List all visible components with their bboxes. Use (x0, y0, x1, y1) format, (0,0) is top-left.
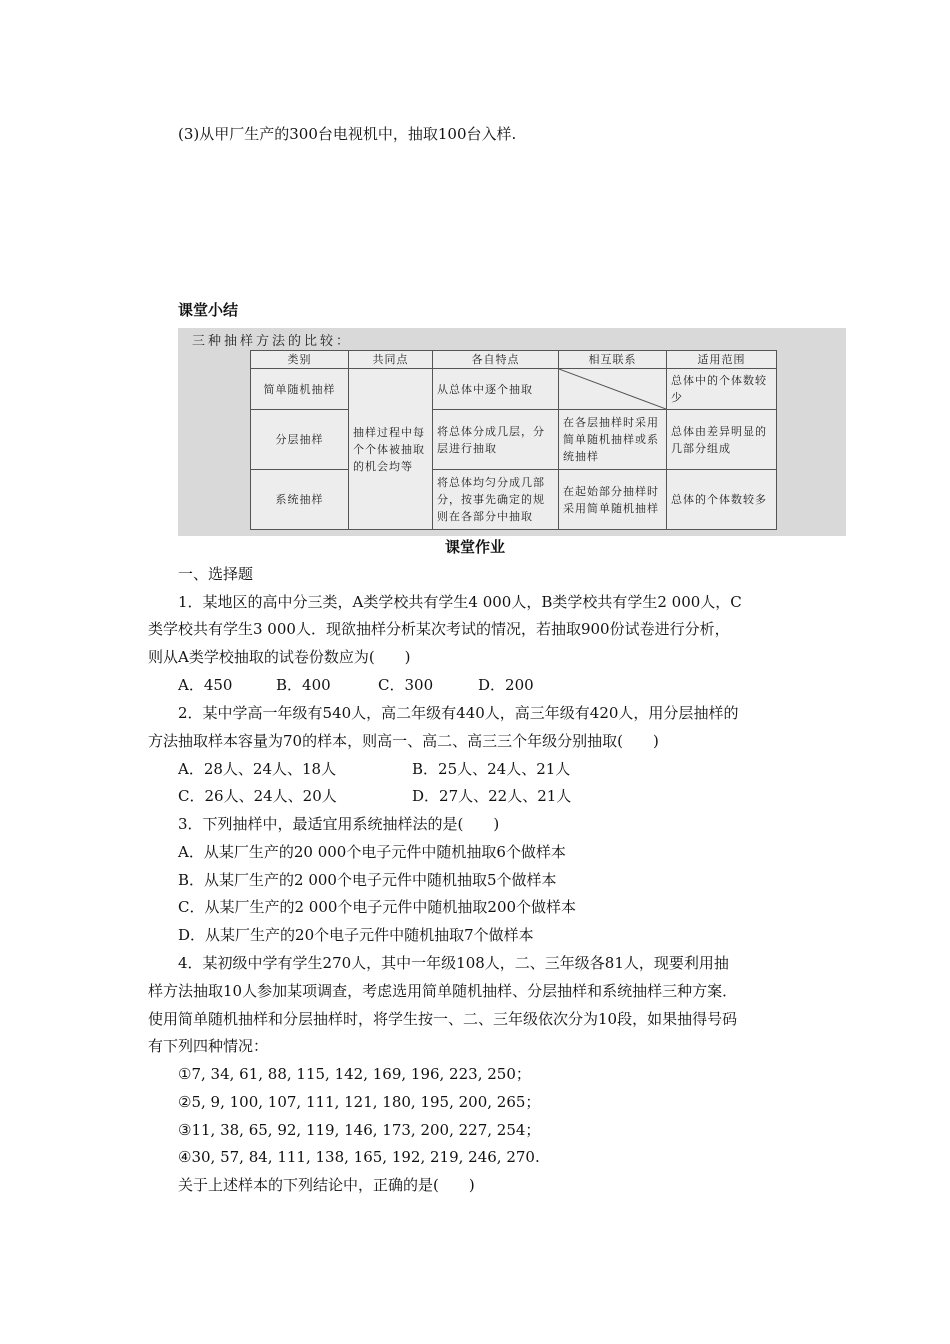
table-header: 适用范围 (667, 351, 777, 369)
q2-option: A．28人、24人、18人 (178, 760, 337, 778)
method-relation: 在起始部分抽样时采用简单随机抽样 (559, 470, 667, 530)
q2-option: B．25人、24人、21人 (412, 760, 571, 778)
q2-option: C．26人、24人、20人 (178, 787, 337, 805)
comparison-table (250, 350, 777, 530)
q2-option: D．27人、22人、21人 (412, 787, 572, 805)
method-relation: 在各层抽样时采用简单随机抽样或系统抽样 (559, 410, 667, 470)
q4-line: 使用简单随机抽样和分层抽样时，将学生按一、二、三年级依次分为10段，如果抽得号码 (148, 1010, 738, 1028)
question-3-item: (3)从甲厂生产的300台电视机中，抽取100台入样. (178, 125, 517, 143)
q3-option: D．从某厂生产的20个电子元件中随机抽取7个做样本 (178, 926, 534, 944)
section-title: 一、选择题 (178, 565, 254, 583)
q4-line: 样方法抽取10人参加某项调查，考虑选用简单随机抽样、分层抽样和系统抽样三种方案． (148, 982, 738, 1000)
q1-option: C．300 (378, 676, 434, 694)
method-name: 系统抽样 (251, 470, 349, 530)
method-feature: 将总体分成几层，分层进行抽取 (433, 410, 559, 470)
q4-case: ②5, 9, 100, 107, 111, 121, 180, 195, 200, 265； (178, 1093, 541, 1111)
q4-case: ①7, 34, 61, 88, 115, 142, 169, 196, 223, 250； (178, 1065, 531, 1083)
q4-line: 关于上述样本的下列结论中，正确的是( ) (178, 1176, 475, 1194)
method-scope: 总体中的个体数较少 (667, 369, 777, 410)
homework-heading: 课堂作业 (444, 538, 505, 556)
q2-line: 2．某中学高一年级有540人，高二年级有440人，高三年级有420人，用分层抽样的 (178, 704, 739, 722)
q3-line: 3．下列抽样中，最适宜用系统抽样法的是( ) (178, 815, 500, 833)
q3-option: C．从某厂生产的2 000个电子元件中随机抽取200个做样本 (178, 898, 577, 916)
q1-line: 则从A类学校抽取的试卷份数应为( ) (148, 648, 411, 666)
summary-heading: 课堂小结 (178, 301, 239, 319)
summary-intro: 三种抽样方法的比较： (192, 334, 353, 349)
q4-case: ④30, 57, 84, 111, 138, 165, 192, 219, 246, 270. (178, 1148, 540, 1166)
summary-table-image (178, 328, 846, 536)
q1-line: 类学校共有学生3 000人．现欲抽样分析某次考试的情况，若抽取900份试卷进行分析， (148, 620, 730, 638)
q1-option: A．450 (178, 676, 233, 694)
common-point: 抽样过程中每个个体被抽取的机会均等 (349, 369, 433, 530)
method-name: 简单随机抽样 (251, 369, 349, 410)
q1-option: B．400 (276, 676, 331, 694)
method-scope: 总体的个体数较多 (667, 470, 777, 530)
diagonal-line-icon (559, 369, 666, 409)
q1-line: 1．某地区的高中分三类，A类学校共有学生4 000人，B类学校共有学生2 000人，C (178, 593, 742, 611)
q4-case: ③11, 38, 65, 92, 119, 146, 173, 200, 227, 254； (178, 1121, 541, 1139)
method-feature: 将总体均匀分成几部分，按事先确定的规则在各部分中抽取 (433, 470, 559, 530)
method-feature: 从总体中逐个抽取 (433, 369, 559, 410)
table-header: 相互联系 (559, 351, 667, 369)
q3-option: A．从某厂生产的20 000个电子元件中随机抽取6个做样本 (178, 843, 566, 861)
table-header: 类别 (251, 351, 349, 369)
q1-option: D．200 (478, 676, 534, 694)
q2-line: 方法抽取样本容量为70的样本，则高一、高二、高三三个年级分别抽取( ) (148, 732, 659, 750)
table-header: 共同点 (349, 351, 433, 369)
table-header: 各自特点 (433, 351, 559, 369)
q3-option: B．从某厂生产的2 000个电子元件中随机抽取5个做样本 (178, 871, 557, 889)
table-row (251, 410, 777, 470)
table-row (251, 470, 777, 530)
q4-line: 有下列四种情况： (148, 1037, 269, 1055)
table-row (251, 369, 777, 410)
method-name: 分层抽样 (251, 410, 349, 470)
relation-empty-diagonal (559, 369, 667, 410)
method-scope: 总体由差异明显的几部分组成 (667, 410, 777, 470)
q4-line: 4．某初级中学有学生270人，其中一年级108人，二、三年级各81人，现要利用抽 (178, 954, 729, 972)
table-header-row (251, 351, 777, 369)
